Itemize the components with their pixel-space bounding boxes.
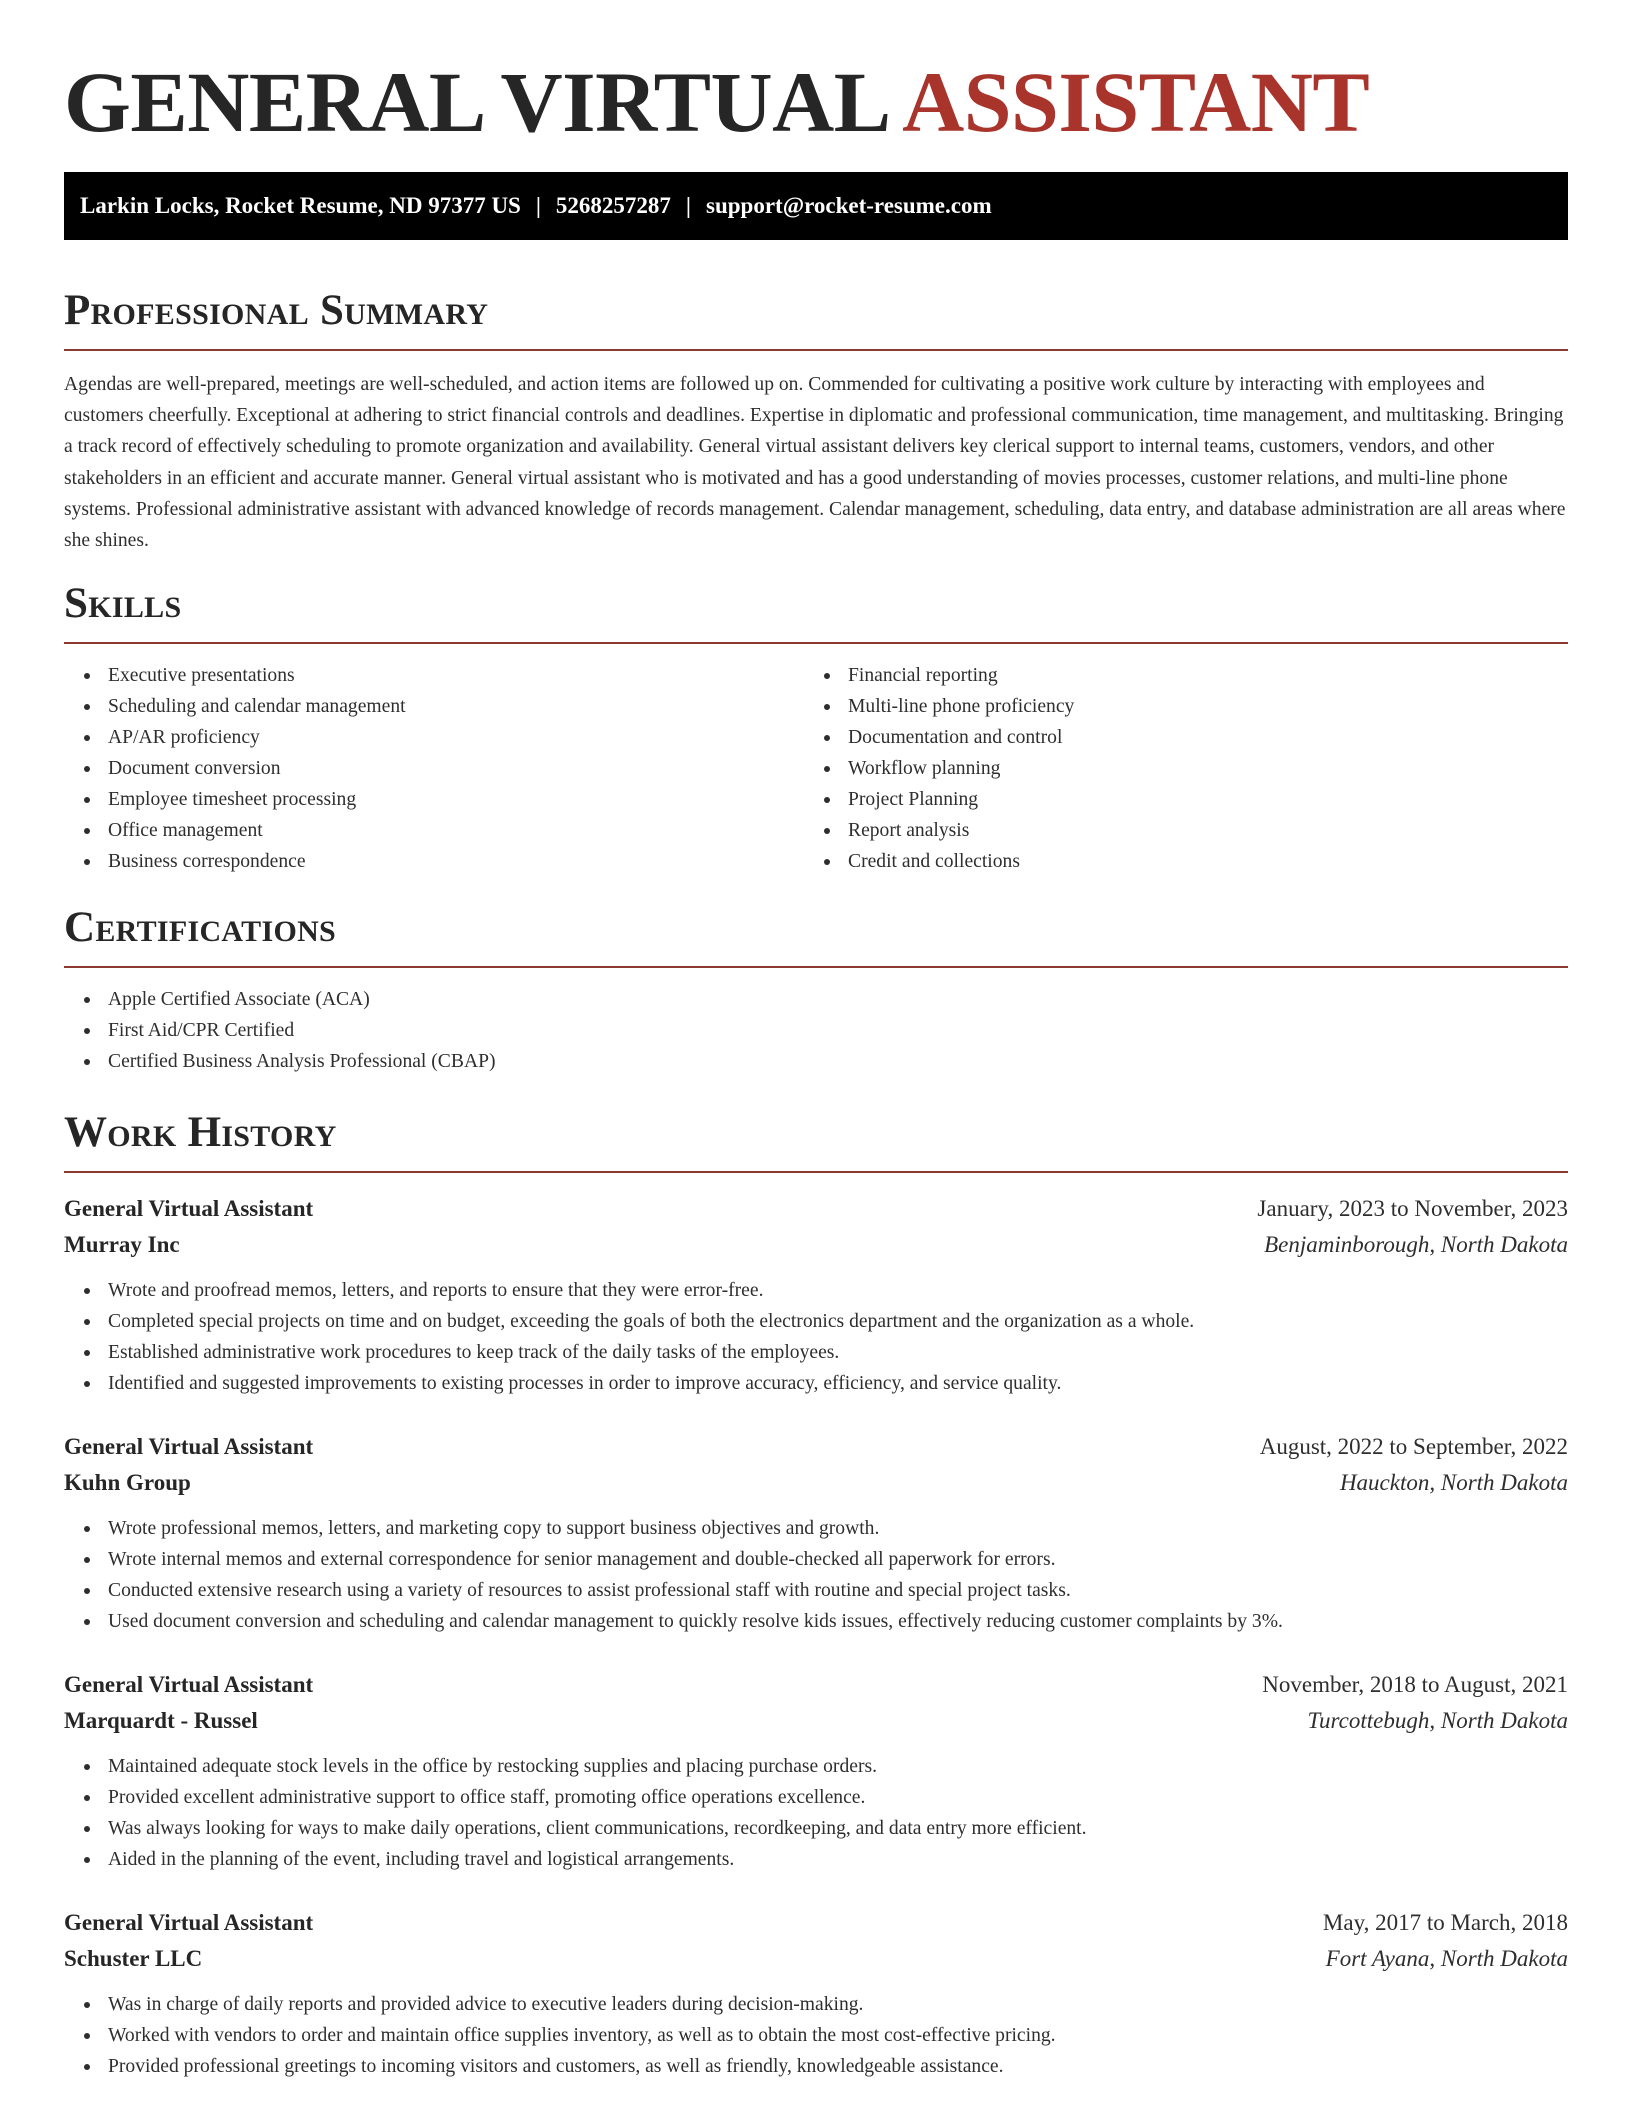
skills-columns xyxy=(64,660,1568,877)
job-entry xyxy=(64,1429,1568,1637)
job-bullet: Aided in the planning of the event, including travel and logistical arrangements. xyxy=(64,1844,1568,1875)
skill-item: Scheduling and calendar management xyxy=(64,691,804,722)
skill-item: Executive presentations xyxy=(64,660,804,691)
job-location: Fort Ayana, North Dakota xyxy=(1325,1946,1568,1971)
job-title-row xyxy=(64,1191,1568,1227)
certifications-section xyxy=(64,902,1568,1077)
job-bullets xyxy=(64,1751,1568,1875)
job-bullet: Used document conversion and scheduling and calendar management to quickly resolve kids issues, effectively reducing customer complaints by 3%. xyxy=(64,1606,1568,1637)
skills-list-right xyxy=(804,660,1544,877)
job-location: Turcottebugh, North Dakota xyxy=(1307,1708,1568,1733)
job-company-row xyxy=(64,1703,1568,1739)
job-company-row xyxy=(64,1941,1568,1977)
job-company: Murray Inc xyxy=(64,1232,180,1257)
summary-heading: Professional Summary xyxy=(64,285,1568,351)
contact-separator: | xyxy=(685,193,691,218)
skill-item: Project Planning xyxy=(804,784,1544,815)
skill-item: Financial reporting xyxy=(804,660,1544,691)
job-bullet: Conducted extensive research using a variety of resources to assist professional staff with routine and special project tasks. xyxy=(64,1575,1568,1606)
job-bullet: Provided professional greetings to incoming visitors and customers, as well as friendly, knowledgeable assistance. xyxy=(64,2051,1568,2082)
skill-item: Credit and collections xyxy=(804,846,1544,877)
summary-section xyxy=(64,285,1568,556)
job-dates: August, 2022 to September, 2022 xyxy=(1259,1434,1568,1459)
certification-item: Certified Business Analysis Professional (CBAP) xyxy=(64,1046,1568,1077)
job-location: Hauckton, North Dakota xyxy=(1339,1470,1568,1495)
job-company-row xyxy=(64,1465,1568,1501)
skills-section xyxy=(64,578,1568,877)
certification-item: First Aid/CPR Certified xyxy=(64,1015,1568,1046)
skill-item: AP/AR proficiency xyxy=(64,722,804,753)
job-dates: January, 2023 to November, 2023 xyxy=(1257,1196,1568,1221)
job-bullet: Wrote internal memos and external correspondence for senior management and double-checked all paperwork for errors. xyxy=(64,1544,1568,1575)
contact-bar xyxy=(64,172,1568,240)
skill-item: Workflow planning xyxy=(804,753,1544,784)
job-bullets xyxy=(64,1275,1568,1399)
job-company: Kuhn Group xyxy=(64,1470,191,1495)
job-title: General Virtual Assistant xyxy=(64,1196,314,1221)
job-list xyxy=(64,1191,1568,2082)
job-entry xyxy=(64,1191,1568,1399)
job-bullets xyxy=(64,1513,1568,1637)
job-bullet: Completed special projects on time and on budget, exceeding the goals of both the electronics department and the organization as a whole. xyxy=(64,1306,1568,1337)
job-bullet: Was always looking for ways to make daily operations, client communications, recordkeeping, and data entry more efficient. xyxy=(64,1813,1568,1844)
skill-item: Employee timesheet processing xyxy=(64,784,804,815)
skill-item: Office management xyxy=(64,815,804,846)
skill-item: Multi-line phone proficiency xyxy=(804,691,1544,722)
contact-email: support@rocket-resume.com xyxy=(706,193,992,218)
resume-title xyxy=(64,0,1568,154)
job-entry xyxy=(64,1905,1568,2082)
skills-heading: Skills xyxy=(64,578,1568,644)
contact-phone: 5268257287 xyxy=(555,193,671,218)
job-bullet: Established administrative work procedures to keep track of the daily tasks of the employees. xyxy=(64,1337,1568,1368)
skill-item: Document conversion xyxy=(64,753,804,784)
job-title: General Virtual Assistant xyxy=(64,1910,314,1935)
certifications-list xyxy=(64,984,1568,1077)
certifications-heading: Certifications xyxy=(64,902,1568,968)
skill-item: Documentation and control xyxy=(804,722,1544,753)
job-bullet: Was in charge of daily reports and provided advice to executive leaders during decision-making. xyxy=(64,1989,1568,2020)
job-title: General Virtual Assistant xyxy=(64,1434,314,1459)
job-title-row xyxy=(64,1667,1568,1703)
job-company-row xyxy=(64,1227,1568,1263)
resume-title-accent: ASSISTANT xyxy=(902,54,1370,150)
job-title-row xyxy=(64,1905,1568,1941)
job-dates: November, 2018 to August, 2021 xyxy=(1262,1672,1568,1697)
job-bullet: Maintained adequate stock levels in the office by restocking supplies and placing purchase orders. xyxy=(64,1751,1568,1782)
job-bullet: Worked with vendors to order and maintain office supplies inventory, as well as to obtain the most cost-effective pricing. xyxy=(64,2020,1568,2051)
summary-text: Agendas are well-prepared, meetings are well-scheduled, and action items are followed up on. Commended for cultivating a positive work culture by interacting with employees and customers cheerfully. Exceptional at adhering to strict financial controls and deadlines. Expertise in diplomatic and professional communication, time management, and multitasking. Bringing a track record of effectively scheduling to promote organization and availability. General virtual assistant delivers key clerical support to internal teams, customers, vendors, and other stakeholders in an efficient and accurate manner. General virtual assistant who is motivated and has a good understanding of movies processes, customer relations, and multi-line phone systems. Professional administrative assistant with advanced knowledge of records management. Calendar management, scheduling, data entry, and database administration are all areas where she shines. xyxy=(64,374,1566,552)
job-bullet: Wrote and proofread memos, letters, and reports to ensure that they were error-free. xyxy=(64,1275,1568,1306)
job-title: General Virtual Assistant xyxy=(64,1672,314,1697)
contact-separator: | xyxy=(535,193,541,218)
job-dates: May, 2017 to March, 2018 xyxy=(1322,1910,1568,1935)
work-history-section xyxy=(64,1107,1568,2082)
skills-list-left xyxy=(64,660,804,877)
job-location: Benjaminborough, North Dakota xyxy=(1264,1232,1568,1257)
contact-address: Larkin Locks, Rocket Resume, ND 97377 US xyxy=(80,193,521,218)
job-bullets xyxy=(64,1989,1568,2082)
job-entry xyxy=(64,1667,1568,1875)
job-bullet: Provided excellent administrative support to office staff, promoting office operations excellence. xyxy=(64,1782,1568,1813)
job-company: Schuster LLC xyxy=(64,1946,203,1971)
skill-item: Business correspondence xyxy=(64,846,804,877)
skill-item: Report analysis xyxy=(804,815,1544,846)
resume-page xyxy=(64,0,1568,2077)
job-company: Marquardt - Russel xyxy=(64,1708,258,1733)
certification-item: Apple Certified Associate (ACA) xyxy=(64,984,1568,1015)
resume-title-main: GENERAL VIRTUAL xyxy=(64,54,886,150)
work-history-heading: Work History xyxy=(64,1107,1568,1173)
job-bullet: Wrote professional memos, letters, and marketing copy to support business objectives and growth. xyxy=(64,1513,1568,1544)
job-bullet: Identified and suggested improvements to existing processes in order to improve accuracy, efficiency, and service quality. xyxy=(64,1368,1568,1399)
job-title-row xyxy=(64,1429,1568,1465)
